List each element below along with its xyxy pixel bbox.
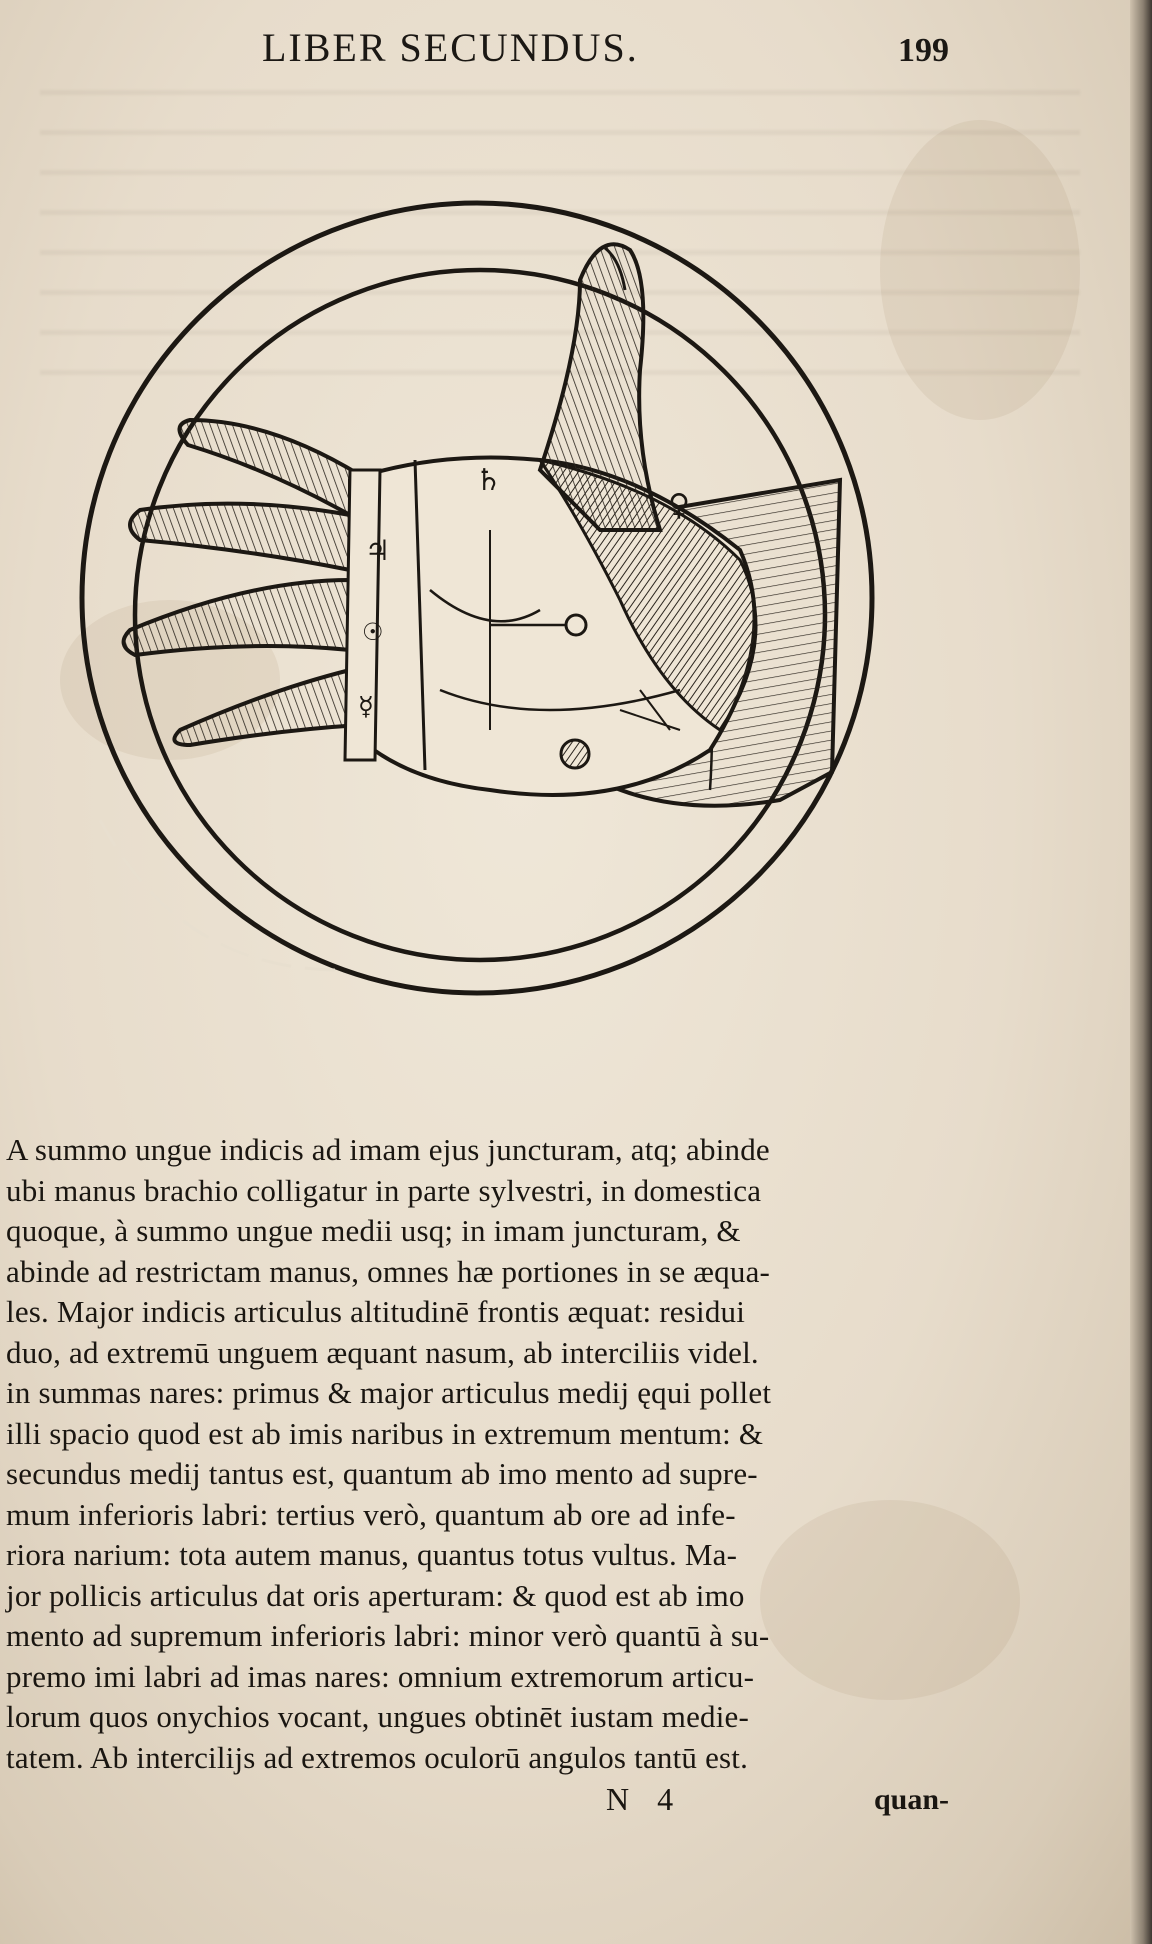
- text-line: riora narium: tota autem manus, quantus totus vultus. Ma-: [6, 1537, 738, 1572]
- thumb: [540, 244, 660, 530]
- text-line: ubi manus brachio colligatur in parte sylvestri, in domestica: [6, 1172, 762, 1208]
- signature-mark: N 4: [606, 1781, 684, 1817]
- glyph-saturn: ♄: [475, 463, 502, 498]
- glyph-venus: ♀: [668, 488, 690, 523]
- running-title: LIBER SECUNDUS.: [262, 25, 639, 70]
- page-edge-shadow: [1130, 0, 1152, 1944]
- page-number: 199: [898, 32, 949, 69]
- text-line: quoque, à summo ungue medii usq; in imam juncturam, &: [6, 1213, 741, 1248]
- text-line: les. Major indicis articulus altitudinē frontis æquat: residui: [6, 1294, 746, 1329]
- text-line: illi spacio quod est ab imis naribus in extremum mentum: &: [6, 1415, 764, 1451]
- ring-finger: [124, 580, 350, 655]
- latin-body-text: [6, 1130, 966, 1778]
- glyph-jupiter: ♃: [365, 534, 391, 567]
- page-header: [0, 22, 1152, 82]
- text-line: in summas nares: primus & major articulus medij ęqui pollet: [6, 1375, 772, 1410]
- mount-mark: [561, 740, 589, 768]
- glyph-sun: ☉: [362, 618, 384, 646]
- text-line: abinde ad restrictam manus, omnes hæ portiones in se æqua-: [6, 1253, 771, 1289]
- text-line: mum inferioris labri: tertius verò, quantum ab ore ad infe-: [6, 1496, 736, 1532]
- text-line: secundus medij tantus est, quantum ab imo mento ad supre-: [6, 1456, 758, 1491]
- text-line: lorum quos onychios vocant, ungues obtinēt iustam medie-: [6, 1699, 750, 1734]
- text-line: tatem. Ab intercilijs ad extremos oculorū angulos tantū est.: [6, 1739, 749, 1775]
- text-line: duo, ad extremū unguem æquant nasum, ab interciliis videl.: [6, 1334, 759, 1370]
- middle-finger: [130, 504, 350, 570]
- palm-hand-woodcut-icon: [20, 170, 940, 1070]
- glyph-mercury: ☿: [358, 692, 374, 722]
- catchword: quan-: [874, 1783, 950, 1816]
- palm-woodcut-figure: [20, 170, 940, 1070]
- text-line: A summo ungue indicis ad imam ejus juncturam, atq; abinde: [6, 1132, 770, 1167]
- page-footer: [0, 1781, 1152, 1831]
- index-finger: [179, 420, 360, 515]
- little-finger: [174, 670, 360, 745]
- text-line: premo imi labri ad imas nares: omnium extremorum articu-: [6, 1658, 755, 1694]
- text-line: mento ad supremum inferioris labri: minor verò quantū à su-: [6, 1618, 770, 1653]
- text-line: jor pollicis articulus dat oris aperturam: & quod est ab imo: [6, 1577, 745, 1613]
